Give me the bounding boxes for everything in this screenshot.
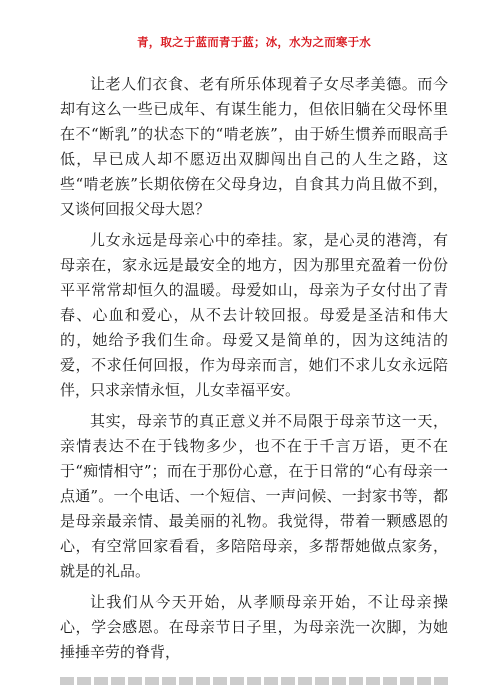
- paragraph-2: 儿女永远是母亲心中的牵挂。家，是心灵的港湾，有母亲在，家永远是最安全的地方，因为那里充盈着一份份平平常常却恒久的温暖。母爱如山，母亲为子女付出了青春、心血和爱心，从不去计较回报。母爱是圣洁和伟大的，她给予我们生命。母爱又是简单的，因为这纯洁的爱，不求任何回报，作为母亲而言，她们不求儿女永远陪伴，只求亲情永恒，儿女幸福平安。: [60, 231, 448, 399]
- paragraph-3: 其实，母亲节的真正意义并不局限于母亲节这一天，亲情表达不在于钱物多少，也不在于千言万语，更不在于“痴情相守”；而在于那份心意，在于日常的“心有母亲一点通”。一个电话、一个短信、一声问候、一封家书等，都是母亲最亲情、最美丽的礼物。我觉得，带着一颗感恩的心，有空常回家看看，多陪陪母亲，多帮帮她做点家务，就是的礼品。: [60, 412, 448, 580]
- cutoff-text-line: [60, 671, 448, 689]
- paragraph-4: 让我们从今天开始，从孝顺母亲开始，不让母亲操心，学会感恩。在母亲节日子里，为母亲洗一次脚，为她捶捶辛劳的脊背，: [60, 593, 448, 661]
- paragraph-1: 让老人们衣食、老有所乐体现着子女尽孝美德。而今却有这么一些已成年、有谋生能力，但依旧躺在父母怀里在不“断乳”的状态下的“啃老族”，由于娇生惯养而眼高手低，早已成人却不愿迈出双脚闯出自己的人生之路，这些“啃老族”长期依傍在父母身边，自食其力尚且做不到，又谈何回报父母大恩？: [60, 75, 448, 218]
- document-headline: 青，取之于蓝而青于蓝；冰，水为之而寒于水: [137, 35, 371, 49]
